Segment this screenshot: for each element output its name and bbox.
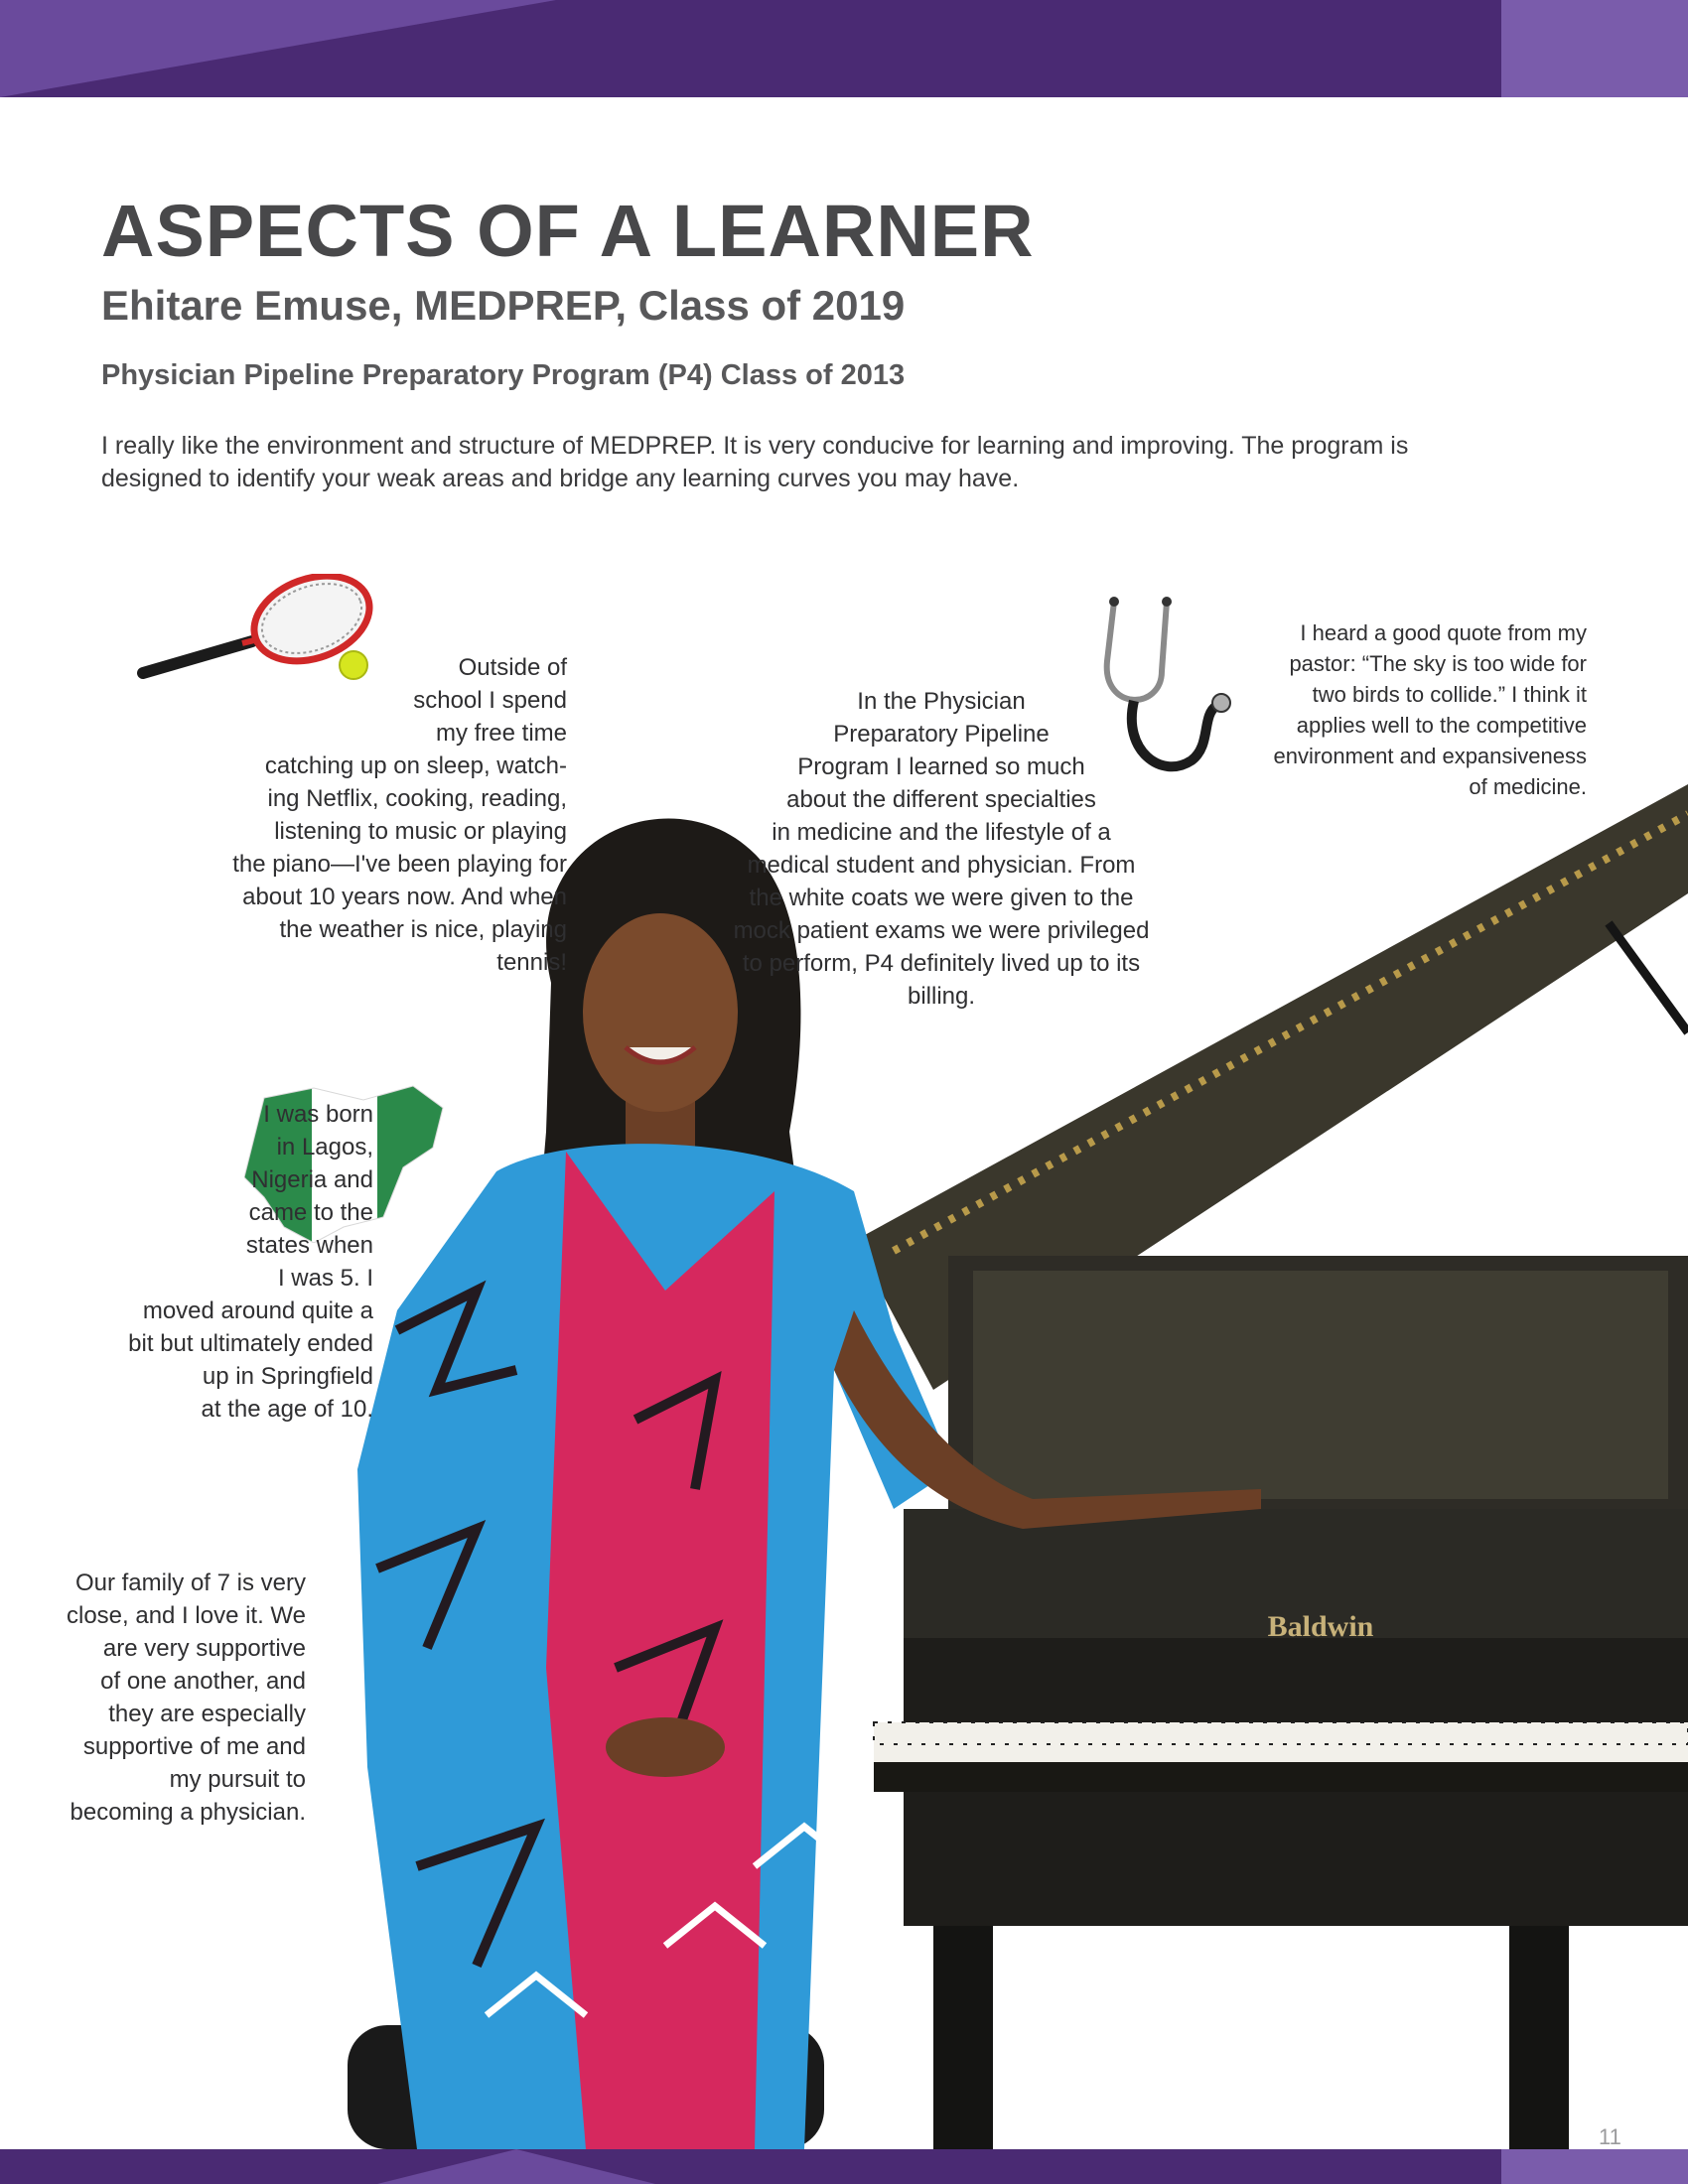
piano-music-desk-shine [973,1271,1668,1499]
student-name-heading: Ehitare Emuse, MEDPREP, Class of 2019 [101,282,906,329]
top-banner [0,0,1688,97]
page-title: ASPECTS OF A LEARNER [101,190,1035,272]
bottom-banner-accent [377,2149,655,2184]
page-number: 11 [1599,2124,1621,2149]
program-subheading: Physician Pipeline Preparatory Program (P4) Class of 2013 [101,359,906,391]
intro-paragraph: I really like the environment and structure of MEDPREP. It is very conducive for learning and improving. The program is designed to identify your weak areas and bridge any learning curves you may have. [101,432,1409,492]
hobbies-blurb: Outside of school I spend my free time catching up on sleep, watch- ing Netflix, cooking, reading, listening to music or playing the piano—I've been playing for about 10 years now. And when the weather is nice, playing tennis! [232,654,567,976]
origin-blurb: I was born in Lagos, Nigeria and came to the states when I was 5. I moved around quite a bit but ultimately ended up in Springfield at the age of 10. [128,1101,373,1423]
bottom-banner [0,2149,1688,2184]
piano-key-slip [874,1762,1688,1792]
piano-brand-label: Baldwin [1267,1610,1374,1643]
p4-program-blurb: In the Physician Preparatory Pipeline Program I learned so much about the different specialties in medicine and the lifestyle of a medical student and physician. From the white coats we were given to the mock patient exams we were privileged to perform, P4 definitely lived up to its billing. [733,688,1150,1010]
piano-leg [933,1926,993,2149]
top-banner-corner [1501,0,1688,97]
piano-leg-right [1509,1926,1569,2149]
top-banner-accent [0,0,556,97]
family-blurb: Our family of 7 is very close, and I love it. We are very supportive of one another, and they are especially supportive of me and my pursuit to becoming a physician. [66,1570,306,1826]
pastor-quote-blurb: I heard a good quote from my pastor: “The sky is too wide for two birds to collide.” I think it applies well to the competitive environment and expansiveness of medicine. [1273,620,1587,799]
piano-lid-prop [1609,923,1688,1032]
hand [606,1717,725,1777]
piano-keyboard [874,1722,1688,1762]
bottom-banner-corner [1501,2149,1688,2184]
